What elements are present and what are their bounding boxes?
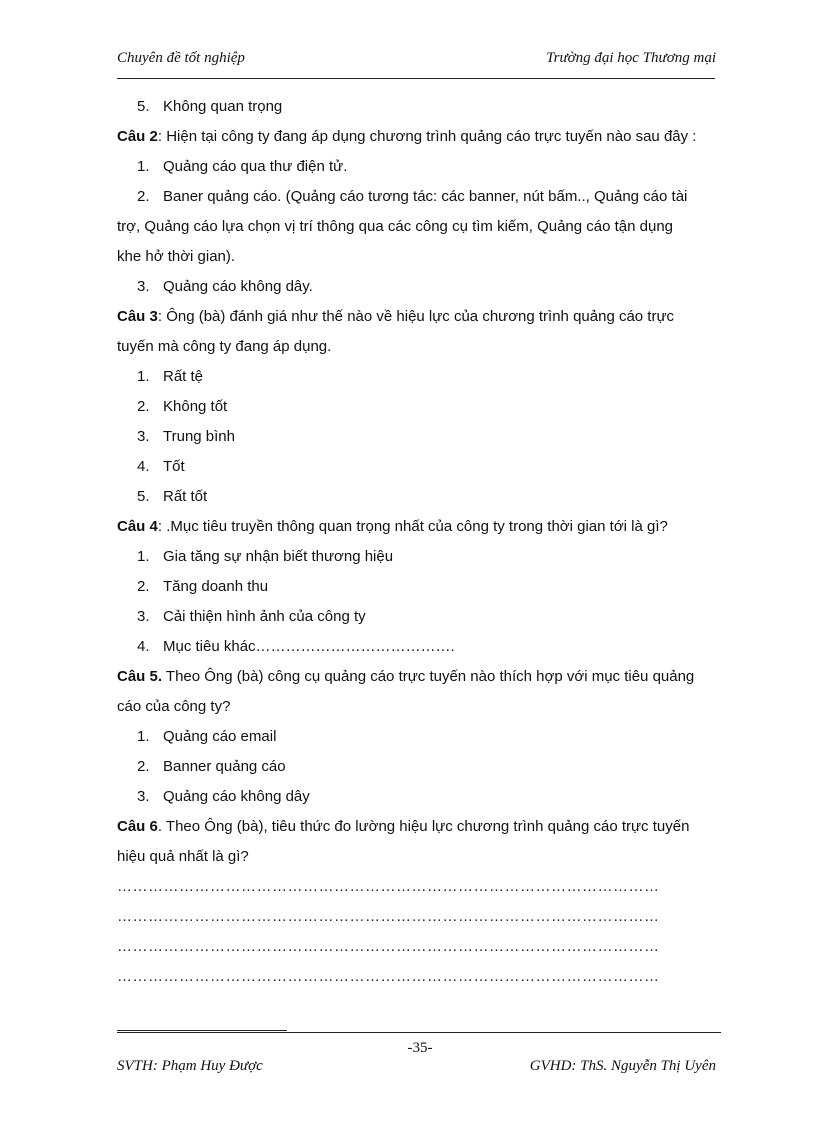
question-5-continued: cáo của công ty? bbox=[117, 698, 231, 715]
q2-option-2-continued: khe hở thời gian). bbox=[117, 248, 236, 265]
question-text: : Hiện tại công ty đang áp dụng chương trình quảng cáo trực tuyến nào sau đây : bbox=[157, 128, 697, 145]
footer-divider bbox=[117, 1032, 721, 1033]
q2-option-2 bbox=[117, 182, 737, 212]
question-label: Câu 4 bbox=[117, 518, 158, 535]
footer-divider-short bbox=[117, 1030, 287, 1031]
q2-option-2-continued: trợ, Quảng cáo lựa chọn vị trí thông qua các công cụ tìm kiếm, Quảng cáo tận dụng bbox=[117, 218, 674, 235]
option-number: 3. bbox=[137, 608, 150, 625]
option-label: Không tốt bbox=[163, 398, 228, 415]
option-number: 4. bbox=[137, 638, 150, 655]
page-number: -35- bbox=[407, 1040, 433, 1056]
page-footer bbox=[117, 1058, 716, 1082]
option-number: 5. bbox=[137, 98, 150, 115]
option-number: 3. bbox=[137, 788, 150, 805]
option-label: Rất tệ bbox=[163, 368, 204, 385]
question-text: : .Mục tiêu truyền thông quan trọng nhất của công ty trong thời gian tới là gì? bbox=[157, 518, 668, 535]
option-label: Baner quảng cáo. (Quảng cáo tương tác: các banner, nút bấm.., Quảng cáo tài bbox=[163, 188, 688, 205]
option-label: Banner quảng cáo bbox=[163, 758, 286, 775]
answer-line: …………………………………………………………………………………………… bbox=[117, 878, 660, 895]
option-number: 1. bbox=[137, 158, 150, 175]
answer-line: …………………………………………………………………………………………… bbox=[117, 908, 660, 925]
answer-line: …………………………………………………………………………………………… bbox=[117, 938, 660, 955]
q3-option-1 bbox=[117, 362, 737, 392]
page-content bbox=[117, 92, 737, 992]
option-number: 1. bbox=[137, 548, 150, 565]
question-text: : Ông (bà) đánh giá như thế nào về hiệu lực của chương trình quảng cáo trực bbox=[157, 308, 675, 325]
option-label: Không quan trọng bbox=[163, 98, 283, 115]
option-number: 3. bbox=[137, 428, 150, 445]
question-3 bbox=[117, 302, 737, 332]
option-number: 5. bbox=[137, 488, 150, 505]
option-label: Tốt bbox=[163, 458, 185, 475]
q1-option-5 bbox=[117, 92, 737, 122]
option-number: 4. bbox=[137, 458, 150, 475]
q3-option-2 bbox=[117, 392, 737, 422]
question-3-continued: tuyến mà công ty đang áp dụng. bbox=[117, 338, 332, 355]
question-6 bbox=[117, 812, 737, 842]
q4-option-4 bbox=[117, 632, 737, 662]
header-left-text: Chuyên đề tốt nghiệp bbox=[117, 50, 245, 66]
q2-option-3 bbox=[117, 272, 737, 302]
question-text: Theo Ông (bà) công cụ quảng cáo trực tuyến nào thích hợp với mục tiêu quảng bbox=[162, 668, 695, 685]
header-right-text: Trường đại học Thương mại bbox=[546, 50, 716, 66]
question-text: . Theo Ông (bà), tiêu thức đo lường hiệu lực chương trình quảng cáo trực tuyến bbox=[157, 818, 690, 835]
footer-right-text: GVHD: ThS. Nguyễn Thị Uyên bbox=[529, 1058, 716, 1074]
option-label: Trung bình bbox=[163, 428, 235, 445]
question-6-continued: hiệu quả nhất là gì? bbox=[117, 848, 249, 865]
option-label: Quảng cáo không dây. bbox=[163, 278, 313, 295]
option-number: 2. bbox=[137, 398, 150, 415]
option-number: 2. bbox=[137, 758, 150, 775]
q4-option-3 bbox=[117, 602, 737, 632]
q3-option-4 bbox=[117, 452, 737, 482]
answer-line: …………………………………………………………………………………………… bbox=[117, 968, 660, 985]
option-label: Quảng cáo qua thư điện tử. bbox=[163, 158, 348, 175]
option-label: Tăng doanh thu bbox=[163, 578, 269, 595]
header-divider bbox=[117, 78, 715, 79]
q2-option-1 bbox=[117, 152, 737, 182]
option-number: 1. bbox=[137, 368, 150, 385]
page-header bbox=[117, 50, 716, 74]
question-2 bbox=[117, 122, 737, 152]
q5-option-3 bbox=[117, 782, 737, 812]
footer-left-text: SVTH: Phạm Huy Được bbox=[117, 1058, 263, 1074]
q3-option-3 bbox=[117, 422, 737, 452]
option-label: Quảng cáo không dây bbox=[163, 788, 310, 805]
option-label: Quảng cáo email bbox=[163, 728, 277, 745]
q4-option-1 bbox=[117, 542, 737, 572]
question-label: Câu 6 bbox=[117, 818, 158, 835]
option-label: Mục tiêu khác…………………………………. bbox=[163, 638, 455, 655]
option-number: 1. bbox=[137, 728, 150, 745]
question-label: Câu 2 bbox=[117, 128, 158, 145]
option-label: Rất tốt bbox=[163, 488, 208, 505]
option-label: Cải thiện hình ảnh của công ty bbox=[163, 608, 366, 625]
option-number: 2. bbox=[137, 188, 150, 205]
q5-option-1 bbox=[117, 722, 737, 752]
q3-option-5 bbox=[117, 482, 737, 512]
question-label: Câu 3 bbox=[117, 308, 158, 325]
question-5 bbox=[117, 662, 737, 692]
q4-option-2 bbox=[117, 572, 737, 602]
option-number: 3. bbox=[137, 278, 150, 295]
question-4 bbox=[117, 512, 737, 542]
question-label: Câu 5. bbox=[117, 668, 163, 685]
option-number: 2. bbox=[137, 578, 150, 595]
option-label: Gia tăng sự nhận biết thương hiệu bbox=[163, 548, 394, 565]
q5-option-2 bbox=[117, 752, 737, 782]
